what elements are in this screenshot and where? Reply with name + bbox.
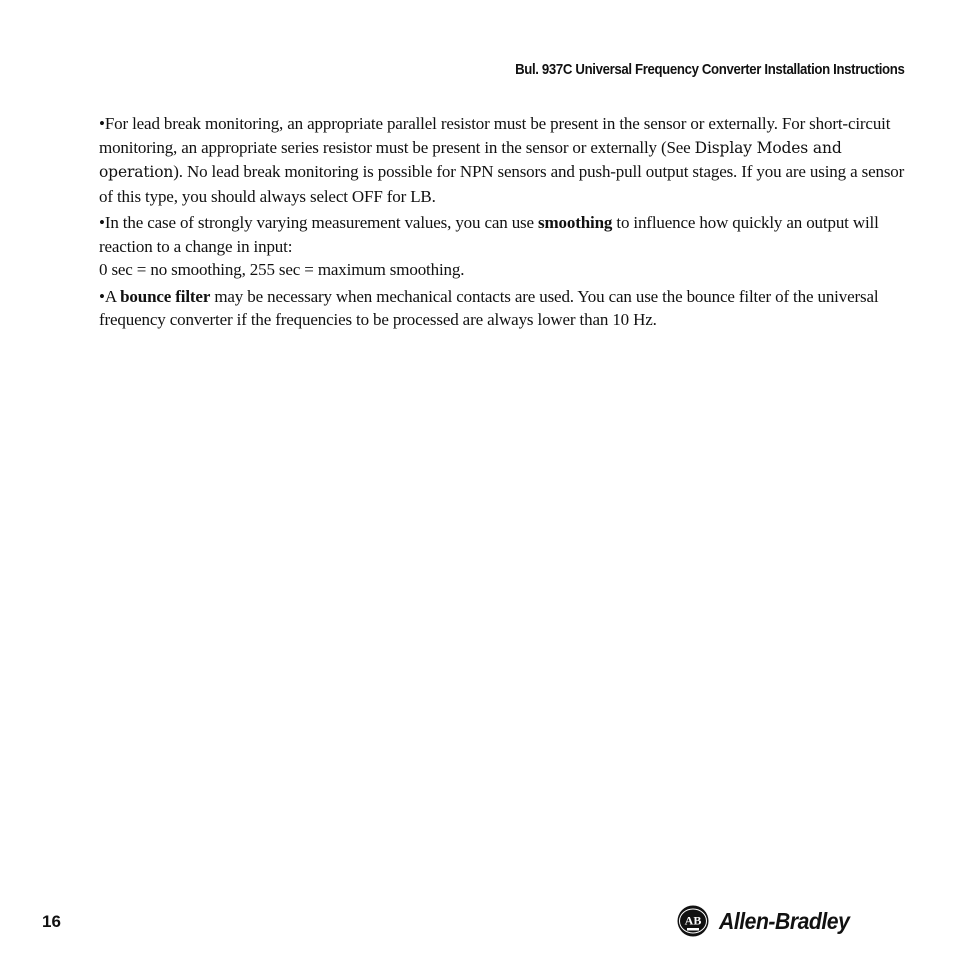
bold-term-bounce-filter: bounce filter	[120, 286, 211, 306]
bullet-paragraph-smoothing	[99, 211, 914, 282]
bullet-marker: •	[99, 286, 105, 306]
page-number: 16	[42, 912, 61, 931]
document-body	[99, 112, 914, 335]
bullet-marker: •	[99, 213, 105, 232]
bold-term-smoothing: smoothing	[538, 213, 613, 232]
bullet-paragraph-lead-break	[99, 112, 914, 208]
brand-logo-letters: AB	[684, 913, 702, 928]
paragraph-text: ). No lead break monitoring is possible for NPN sensors and push-pull output stages. If you are using a sensor of this type, you should always select OFF for LB.	[99, 162, 905, 206]
paragraph-text: A	[104, 286, 121, 306]
brand-name: Allen-Bradley	[719, 907, 850, 934]
paragraph-text: In the case of strongly varying measurement values, you can use	[104, 213, 539, 232]
allen-bradley-logo-icon	[677, 905, 709, 937]
page-header-title: Bul. 937C Universal Frequency Converter Installation Instructions	[514, 61, 904, 78]
paragraph-text: may be necessary when mechanical contacts are used. You can use the bounce filter of the universal frequency converter if the frequencies to be processed are always lower than 10 Hz.	[99, 286, 879, 329]
paragraph-text: For lead break monitoring, an appropriate parallel resistor must be present in the sensor or externally. For short-circuit monitoring, an appropriate series resistor must be present in the sensor or externally (See	[99, 114, 891, 157]
cross-reference-link: Display Modes and operation	[99, 138, 842, 181]
bullet-paragraph-bounce-filter	[99, 285, 914, 332]
smoothing-range-line: 0 sec = no smoothing, 255 sec = maximum smoothing.	[99, 260, 465, 279]
bullet-marker: •	[99, 114, 105, 133]
paragraph-text: to influence how quickly an output will reaction to a change in input:	[99, 213, 879, 256]
brand-footer	[677, 905, 861, 937]
